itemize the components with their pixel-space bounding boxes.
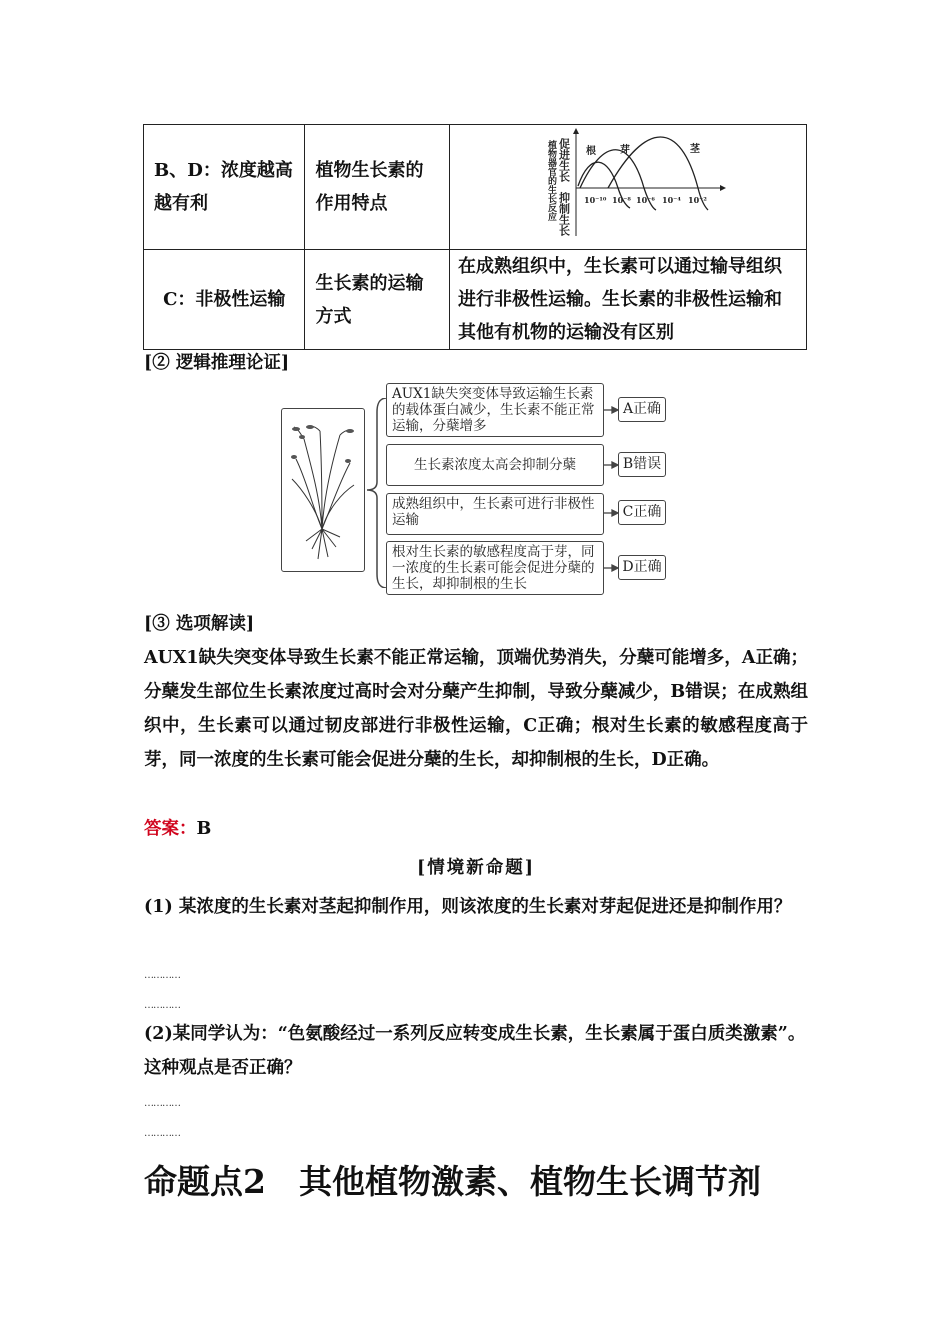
table-cell: 在成熟组织中，生长素可以通过输导组织进行非极性运输。生长素的非极性运输和其他有机物的运输没有区别: [450, 250, 807, 350]
tick-label: 10⁻²: [688, 195, 707, 205]
answer-blank: …………: [144, 970, 180, 981]
tick-label: 10⁻⁸: [612, 195, 631, 205]
result-tag-c: C正确: [618, 500, 666, 525]
answer-line: [144, 812, 808, 846]
curve-label-bud: 芽: [620, 145, 630, 156]
flow-box-b: 生长素浓度太高会抑制分蘖: [386, 444, 604, 486]
table-cell: 植物生长素的作用特点: [305, 125, 450, 250]
graph-inhibit-label: 抑制生长: [557, 192, 571, 236]
answer-blank: …………: [144, 1000, 180, 1011]
rice-plant-image: [281, 408, 365, 572]
summary-table: [143, 124, 807, 350]
result-tag-b: B错误: [618, 452, 666, 477]
graph-cell: [450, 125, 807, 250]
flow-box-a: AUX1缺失突变体导致运输生长素的载体蛋白减少，生长素不能正常运输，分蘖增多: [386, 383, 604, 437]
section-title-options: [③ 选项解读]: [144, 614, 255, 634]
section-heading: 命题点2 其他植物激素、植物生长调节剂: [144, 1162, 761, 1201]
curve-label-stem: 茎: [690, 144, 700, 155]
answer-value: B: [196, 819, 212, 839]
answer-label: 答案：: [144, 819, 197, 839]
table-cell: B、D：浓度越高越有利: [144, 125, 305, 250]
result-tag-a: A正确: [618, 397, 666, 422]
answer-blank: …………: [144, 1098, 180, 1109]
question-1: (1) 某浓度的生长素对茎起抑制作用，则该浓度的生长素对芽起促进还是抑制作用？: [144, 897, 792, 917]
table-cell: C：非极性运输: [144, 250, 305, 350]
flow-box-c: 成熟组织中，生长素可进行非极性运输: [386, 493, 604, 535]
tick-label: 10⁻⁶: [636, 195, 655, 205]
auxin-response-graph: [458, 126, 798, 248]
result-tag-d: D正确: [618, 555, 666, 580]
answer-blank: …………: [144, 1128, 180, 1139]
table-cell: 生长素的运输方式: [305, 250, 450, 350]
curve-label-root: 根: [586, 146, 596, 157]
graph-ylabel: 植物器官的生长反应: [546, 140, 556, 221]
scenario-title: [情境新命题]: [416, 858, 536, 878]
rice-plant-icon: [282, 409, 363, 570]
tick-label: 10⁻⁴: [662, 195, 681, 205]
section-title-logic: [② 逻辑推理论证]: [144, 353, 290, 373]
tick-label: 10⁻¹⁰: [584, 195, 607, 205]
graph-promote-label: 促进生长: [557, 138, 571, 182]
flow-box-d: 根对生长素的敏感程度高于芽，同一浓度的生长素可能会促进分蘖的生长，却抑制根的生长: [386, 541, 604, 595]
options-explanation: AUX1缺失突变体导致生长素不能正常运输，顶端优势消失，分蘖可能增多，A正确；分蘖发生部位生长素浓度过高时会对分蘖产生抑制，导致分蘖减少，B错误；在成熟组织中，生长素可以通过韧皮部进行非极性运输，C正确；根对生长素的敏感程度高于芽，同一浓度的生长素可能会促进分蘖的生长，却抑制根的生长，D正确。: [144, 648, 808, 770]
question-2: (2)某同学认为：“色氨酸经过一系列反应转变成生长素，生长素属于蛋白质类激素”。这种观点是否正确？: [144, 1024, 806, 1078]
